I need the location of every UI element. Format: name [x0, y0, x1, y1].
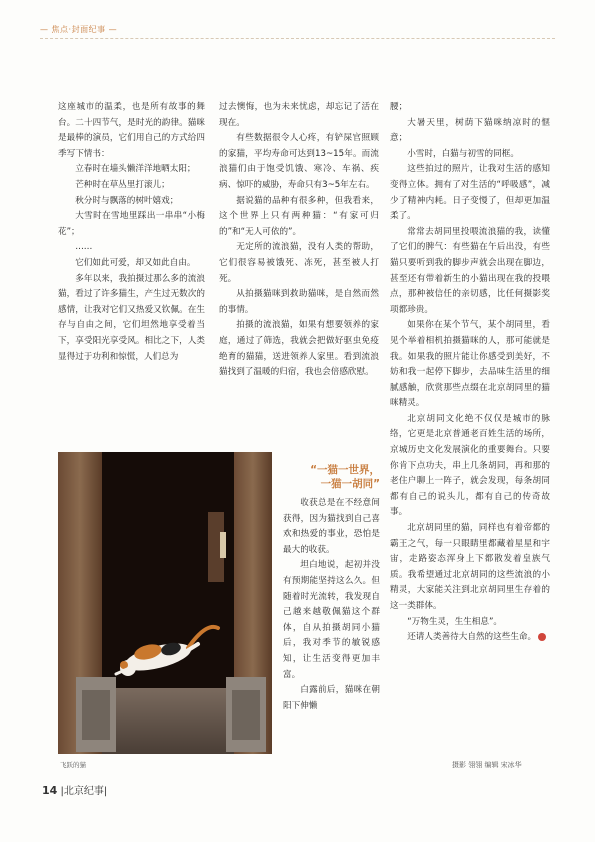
paragraph: 芒种时在草丛里打滚儿； [75, 179, 170, 190]
paragraph: 白露前后，猫咪在朝阳下伸懒 [283, 685, 380, 711]
section-subheading [283, 463, 380, 491]
paragraph: 过去懊悔，也为未来忧虑，却忘记了活在现在。 [219, 102, 379, 128]
page-footer [42, 782, 107, 797]
paragraph: 收获总是在不经意间获得，因为猫找到自己喜欢和热爱的事业，恐怕是最大的收获。 [283, 498, 380, 555]
paragraph [390, 630, 550, 646]
paragraph: 有些数据很令人心疼，有铲屎官照顾的家猫，平均寿命可达到13~15年。而流浪猫们由于饱受饥饿、寒冷、车祸、疾病、惊吓的威胁，寿命只有3~5年左右。 [219, 133, 379, 190]
paragraph: 常常去胡同里投喂流浪猫的我，读懂了它们的脾气：有些猫在午后出没，有些猫只要听到我的脚步声就会出现在脚边，甚至还有带着新生的小猫出现在我的投喂点，那种被信任的亲切感，比任何摄影奖项都珍贵。 [390, 226, 550, 315]
paragraph: 拍摄的流浪猫，如果有想要领养的家庭，通过了筛选，我就会把做好驱虫免疫绝育的猫猫，送进领养人家里。看到流浪猫找到了温暖的归宿，我也会倍感欣慰。 [219, 320, 379, 378]
header-divider [40, 38, 555, 39]
subheading-line: 一猫一胡同” [320, 478, 380, 490]
paragraph: 小雪时，白猫与初雪的同框。 [407, 148, 519, 159]
paragraph: 无定所的流浪猫，没有人类的帮助，它们很容易被饿死、冻死，甚至被人打死。 [219, 242, 379, 284]
paragraph: 北京胡同文化绝不仅仅是城市的脉络，它更是北京普通老百姓生活的场所，京城历史文化发展演化的重要舞台。只要你肯下点功夫，串上几条胡同，再和那的老住户聊上一阵子，就会发现，每条胡同都有自己的说头儿，都有自己的传奇故事。 [390, 413, 550, 518]
page-number: 14 [42, 784, 58, 797]
photo-caption: 飞跃的猫 [60, 761, 86, 769]
footer-separator: | [103, 786, 108, 797]
cat-jumping-photo [58, 452, 272, 754]
paragraph: 这些拍过的照片，让我对生活的感知变得立体。拥有了对生活的“呼吸感”，减少了精神内耗。日子变慢了，但却更加温柔了。 [390, 164, 550, 222]
subheading-line: “一猫一世界， [310, 464, 380, 476]
paragraph: “万物生灵，生生相息”。 [407, 616, 503, 627]
paragraph: 它们如此可爱，却又如此自由。 [75, 257, 196, 268]
paragraph: …… [75, 242, 93, 253]
section-header: — 焦点·封面纪事 — [40, 25, 118, 34]
paragraph: 多年以来，我拍摄过那么多的流浪猫，看过了许多猫生，产生过无数次的感情，让我对它们又热爱又钦佩。在生存与自由之间，它们坦然地享受着当下，享受阳光享受风。相比之下，人类显得过于功利和惊慌，人们总为 [58, 273, 205, 362]
paragraph: 如果你在某个节气，某个胡同里，看见个举着相机拍摄猫咪的人，那可能就是我。如果我的照片能让你感受到美好，不妨和我一起停下脚步，去品味生活里的细腻感触，欣赏那些点缀在北京胡同里的猫咪精灵。 [390, 320, 550, 409]
paragraph: 秋分时与飘落的树叶嬉戏； [75, 195, 179, 206]
footer-separator: | [60, 786, 64, 797]
column-2-lower [283, 496, 380, 714]
paragraph: 这座城市的温柔，也是所有故事的舞台。二十四节气，是时光的韵律。猫咪是最棒的演员，它们用自己的方式给四季写下情书： [58, 102, 205, 159]
column-1 [58, 100, 205, 365]
photo-credit: 摄影 翎翎 编辑 宋冰华 [452, 761, 522, 769]
photo-illustration [58, 452, 272, 754]
column-2 [219, 100, 379, 381]
paragraph: 坦白地说，起初并没有预期能坚持这么久。但随着时光流转，我发现自己越来越敬佩猫这个群体，自从拍摄胡同小猫后，我对季节的敏锐感知，让生活变得更加丰富。 [283, 560, 380, 680]
paragraph: 腰； [390, 102, 408, 112]
column-3 [390, 100, 550, 646]
paragraph: 大暑天里，树荫下猫咪纳凉时的惬意； [390, 117, 550, 144]
paragraph: 立春时在墙头懒洋洋地晒太阳； [75, 164, 196, 175]
paragraph: 北京胡同里的猫，同样也有着帝都的霸王之气，每一只眼睛里都藏着星星和宇宙，走路姿态浑身上下都散发着皇族气质。我希望通过北京胡同的这些流浪的小精灵，大家能关注到北京胡同里生存着的这一类群体。 [390, 523, 550, 611]
magazine-name: 北京纪事 [63, 786, 104, 797]
paragraph: 从拍摄猫咪到救助猫咪，是自然而然的事情。 [219, 289, 379, 315]
paragraph: 据说猫的品种有很多种，但我看来，这个世界上只有两种猫：“有家可归的”和“无人可依的”。 [219, 195, 379, 237]
paragraph: 大雪时在雪地里踩出一串串“小梅花”； [58, 211, 205, 237]
end-mark-icon [538, 633, 546, 641]
closing-sentence: 还请人类善待大自然的这些生命。 [407, 632, 537, 643]
